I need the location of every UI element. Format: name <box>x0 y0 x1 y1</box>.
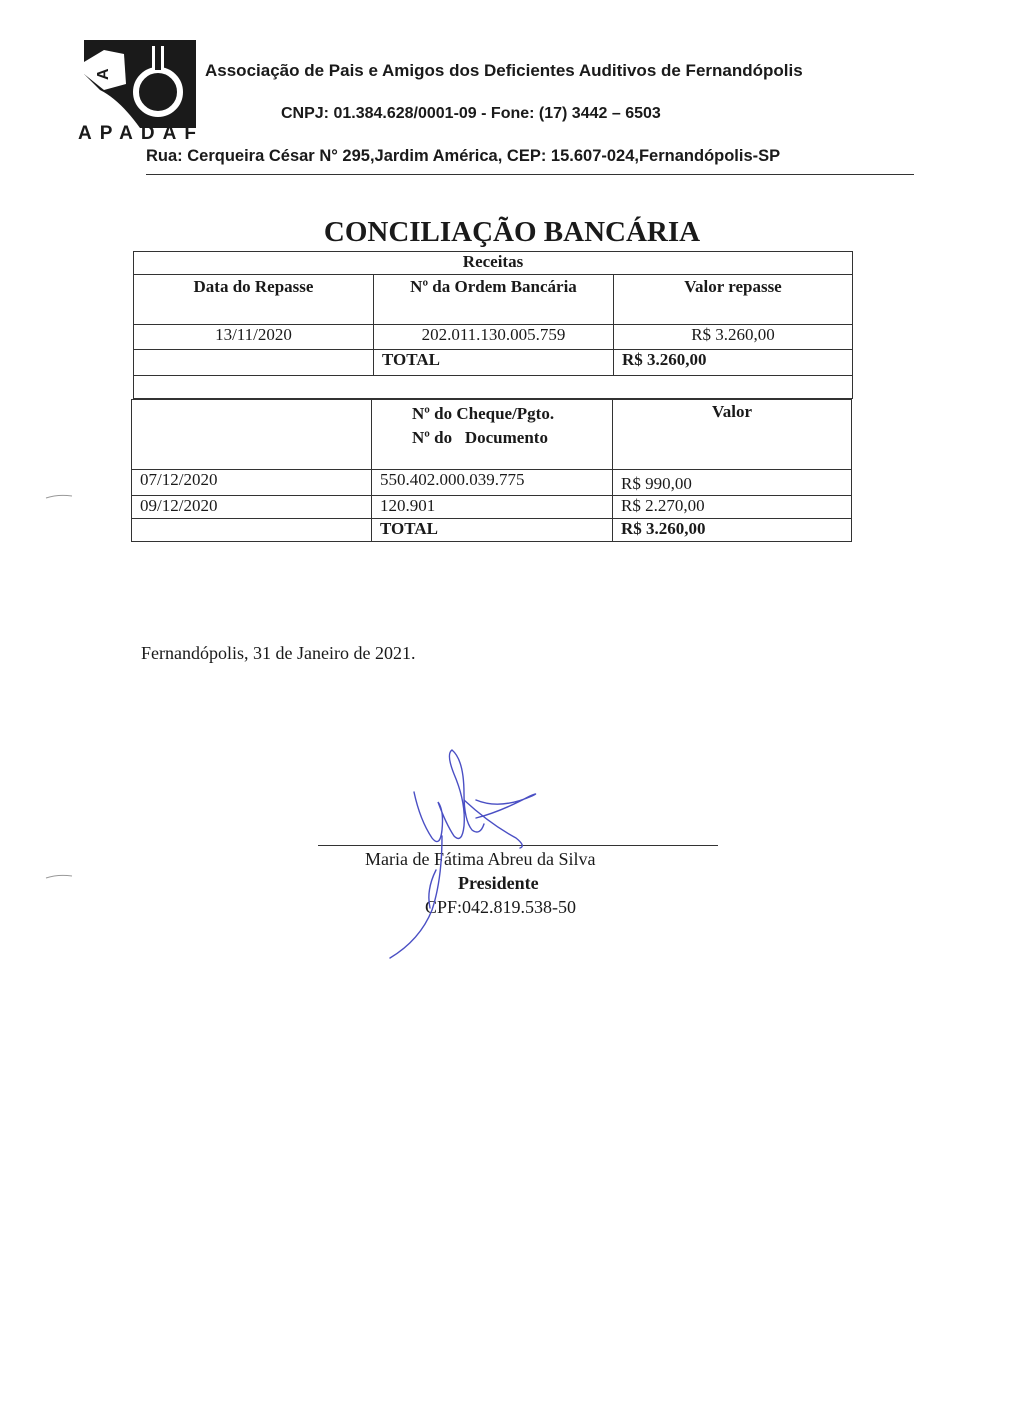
empty-header-cell <box>132 400 372 470</box>
column-header-order: Nº da Ordem Bancária <box>374 275 614 325</box>
document-number: 120.901 <box>372 496 613 519</box>
handwritten-signature <box>380 740 560 970</box>
organization-name: Associação de Pais e Amigos dos Deficientes Auditivos de Fernandópolis <box>205 61 803 80</box>
payments-table <box>131 399 852 542</box>
cnpj-phone: CNPJ: 01.384.628/0001-09 - Fone: (17) 3442 – 6503 <box>281 105 661 122</box>
address: Rua: Cerqueira César N° 295,Jardim América, CEP: 15.607-024,Fernandópolis-SP <box>146 147 781 165</box>
total-row <box>132 519 852 542</box>
table-row <box>132 496 852 519</box>
total-label: TOTAL <box>372 519 613 542</box>
signatory-role: Presidente <box>458 873 539 893</box>
order-number: 202.011.130.005.759 <box>374 325 614 350</box>
apadaf-logo <box>78 40 200 144</box>
payment-value: R$ 990,00 <box>613 470 852 496</box>
scan-mark <box>44 872 74 882</box>
logo-text: APADAF <box>78 123 196 144</box>
empty-cell <box>132 519 372 542</box>
payment-value: R$ 2.270,00 <box>613 496 852 519</box>
repasse-value: R$ 3.260,00 <box>614 325 853 350</box>
payment-date: 09/12/2020 <box>132 496 372 519</box>
receitas-table <box>133 251 853 399</box>
payment-date: 07/12/2020 <box>132 470 372 496</box>
empty-cell <box>134 350 374 376</box>
total-value: R$ 3.260,00 <box>613 519 852 542</box>
column-header-value: Valor repasse <box>614 275 853 325</box>
column-header-document-line1: Nº do Cheque/Pgto. <box>412 404 555 423</box>
column-header-date: Data do Repasse <box>134 275 374 325</box>
signatory-name: Maria de Fátima Abreu da Silva <box>365 849 596 869</box>
total-label: TOTAL <box>374 350 614 376</box>
total-row <box>134 350 853 376</box>
spacer-row <box>134 376 853 399</box>
repasse-date: 13/11/2020 <box>134 325 374 350</box>
document-title: CONCILIAÇÃO BANCÁRIA <box>323 216 701 248</box>
column-header-document <box>372 400 613 470</box>
column-header-value: Valor <box>613 400 852 470</box>
table-row <box>132 470 852 496</box>
table-row <box>134 325 853 350</box>
logo-letter: A <box>95 68 112 80</box>
header-divider <box>146 174 914 175</box>
place-and-date: Fernandópolis, 31 de Janeiro de 2021. <box>141 643 416 663</box>
document-number: 550.402.000.039.775 <box>372 470 613 496</box>
column-header-document-line2: Nº do Documento <box>412 428 548 447</box>
scan-mark <box>44 492 74 502</box>
receitas-section-header: Receitas <box>134 252 853 275</box>
total-value: R$ 3.260,00 <box>614 350 853 376</box>
signatory-cpf: CPF:042.819.538-50 <box>425 897 577 917</box>
